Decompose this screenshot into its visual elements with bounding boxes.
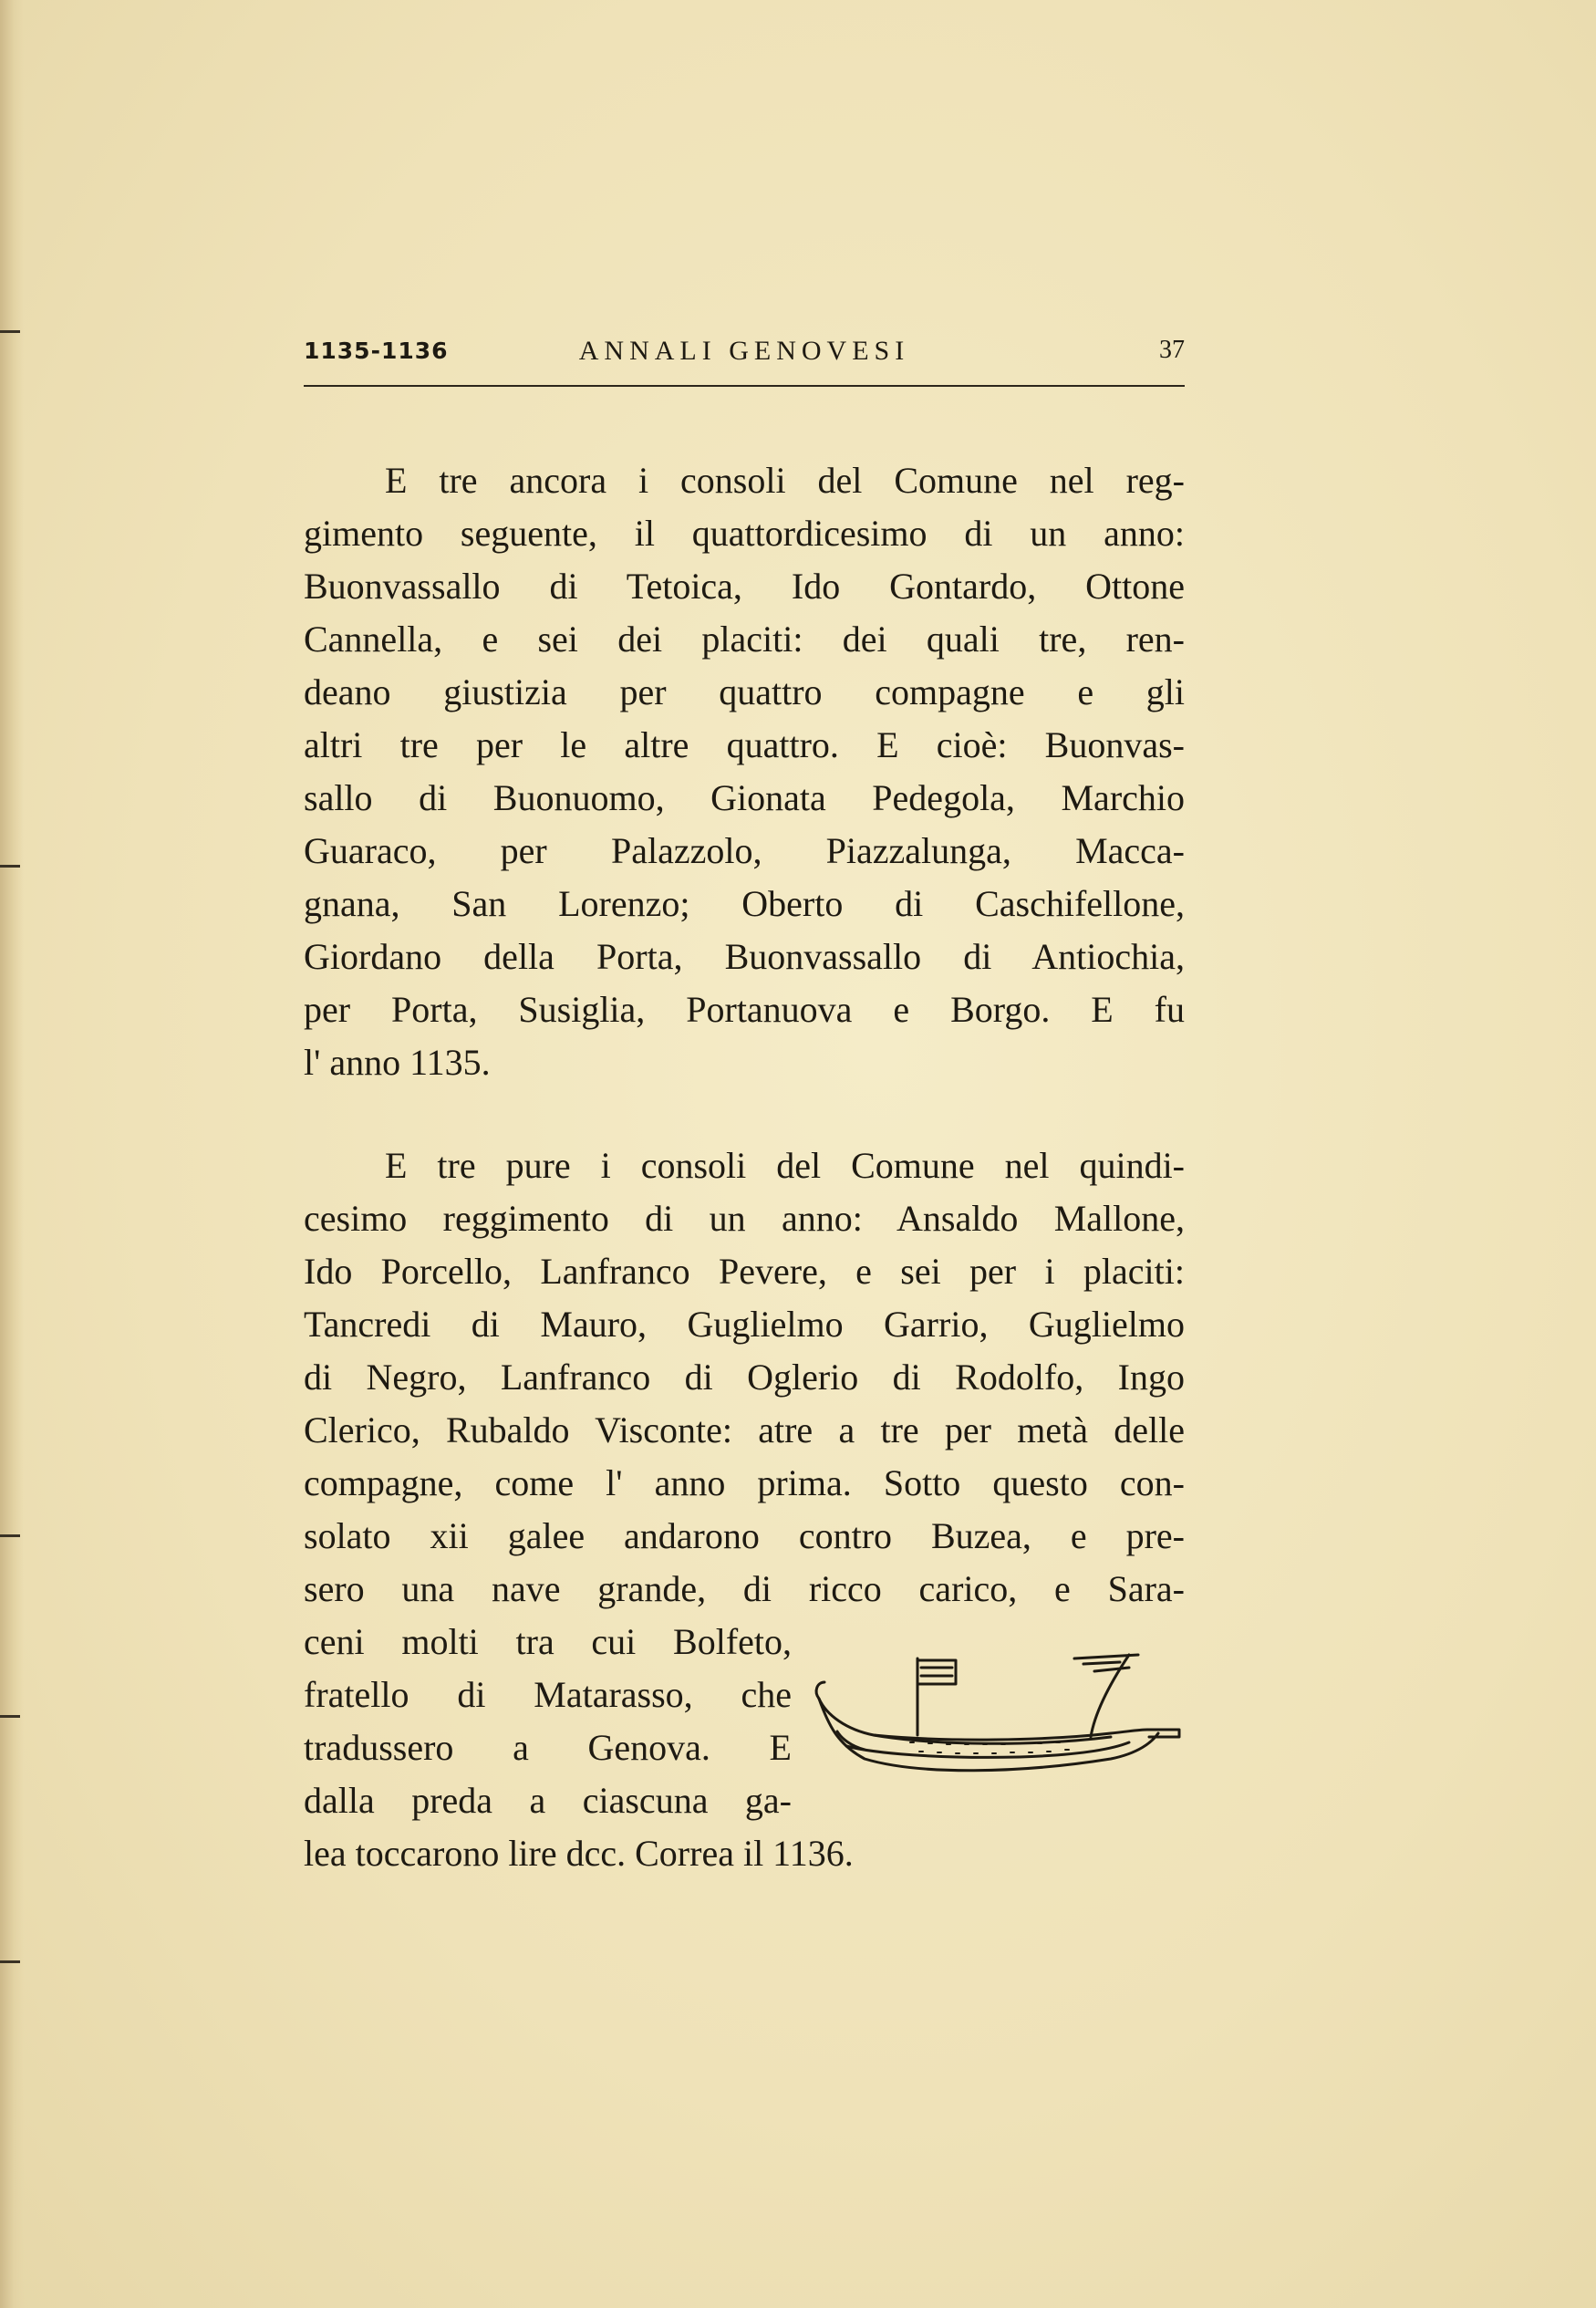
text-line: Guaraco, per Palazzolo, Piazzalunga, Macca- xyxy=(304,830,1185,871)
text-line: Buonvassallo di Tetoica, Ido Gontardo, Ottone xyxy=(304,566,1185,607)
text-line: Clerico, Rubaldo Visconte: atre a tre per metà delle xyxy=(304,1409,1185,1450)
running-header xyxy=(304,334,1185,387)
paragraph-1 xyxy=(304,454,1185,1089)
text-line: Giordano della Porta, Buonvassallo di Antiochia, xyxy=(304,936,1185,977)
text-line: sallo di Buonuomo, Gionata Pedegola, Marchio xyxy=(304,777,1185,818)
text-line: cesimo reggimento di un anno: Ansaldo Mallone, xyxy=(304,1198,1185,1239)
text-line: per Porta, Susiglia, Portanuova e Borgo. E fu xyxy=(304,989,1185,1030)
text-line: altri tre per le altre quattro. E cioè: Buonvas- xyxy=(304,724,1185,765)
text-line: gnana, San Lorenzo; Oberto di Caschifellone, xyxy=(304,883,1185,924)
page-number: 37 xyxy=(1159,336,1185,364)
text-line: l' anno 1135. xyxy=(304,1042,491,1083)
binding-stitch xyxy=(0,1534,20,1537)
text-line: E tre pure i consoli del Comune nel quindi- xyxy=(385,1145,1185,1186)
ship-drawing-icon xyxy=(810,1651,1184,1806)
text-line: deano giustizia per quattro compagne e gli xyxy=(304,671,1185,712)
text-line: tradussero a Genova. E xyxy=(304,1727,792,1768)
header-years: 1135-1136 xyxy=(304,338,449,364)
text-line: fratello di Matarasso, che xyxy=(304,1674,792,1715)
text-line: di Negro, Lanfranco di Oglerio di Rodolfo, Ingo xyxy=(304,1357,1185,1398)
text-line: gimento seguente, il quattordicesimo di un anno: xyxy=(304,513,1185,554)
text-line: dalla preda a ciascuna ga- xyxy=(304,1780,792,1821)
binding-stitch xyxy=(0,330,20,333)
text-line: E tre ancora i consoli del Comune nel reg- xyxy=(385,460,1185,501)
text-line: Tancredi di Mauro, Guglielmo Garrio, Guglielmo xyxy=(304,1304,1185,1345)
text-line: Cannella, e sei dei placiti: dei quali tre, ren- xyxy=(304,619,1185,660)
text-line: Ido Porcello, Lanfranco Pevere, e sei per i placiti: xyxy=(304,1251,1185,1292)
binding-stitch xyxy=(0,865,20,868)
text-line: compagne, come l' anno prima. Sotto questo con- xyxy=(304,1462,1185,1503)
text-line: sero una nave grande, di ricco carico, e Sara- xyxy=(304,1568,1185,1609)
text-line: ceni molti tra cui Bolfeto, xyxy=(304,1621,792,1662)
binding-stitch xyxy=(0,1715,20,1718)
text-line: lea toccarono lire dcc. Correa il 1136. xyxy=(304,1833,854,1874)
text-line: solato xii galee andarono contro Buzea, e pre- xyxy=(304,1515,1185,1556)
binding-stitch xyxy=(0,1960,20,1963)
header-title: ANNALI GENOVESI xyxy=(578,336,910,366)
